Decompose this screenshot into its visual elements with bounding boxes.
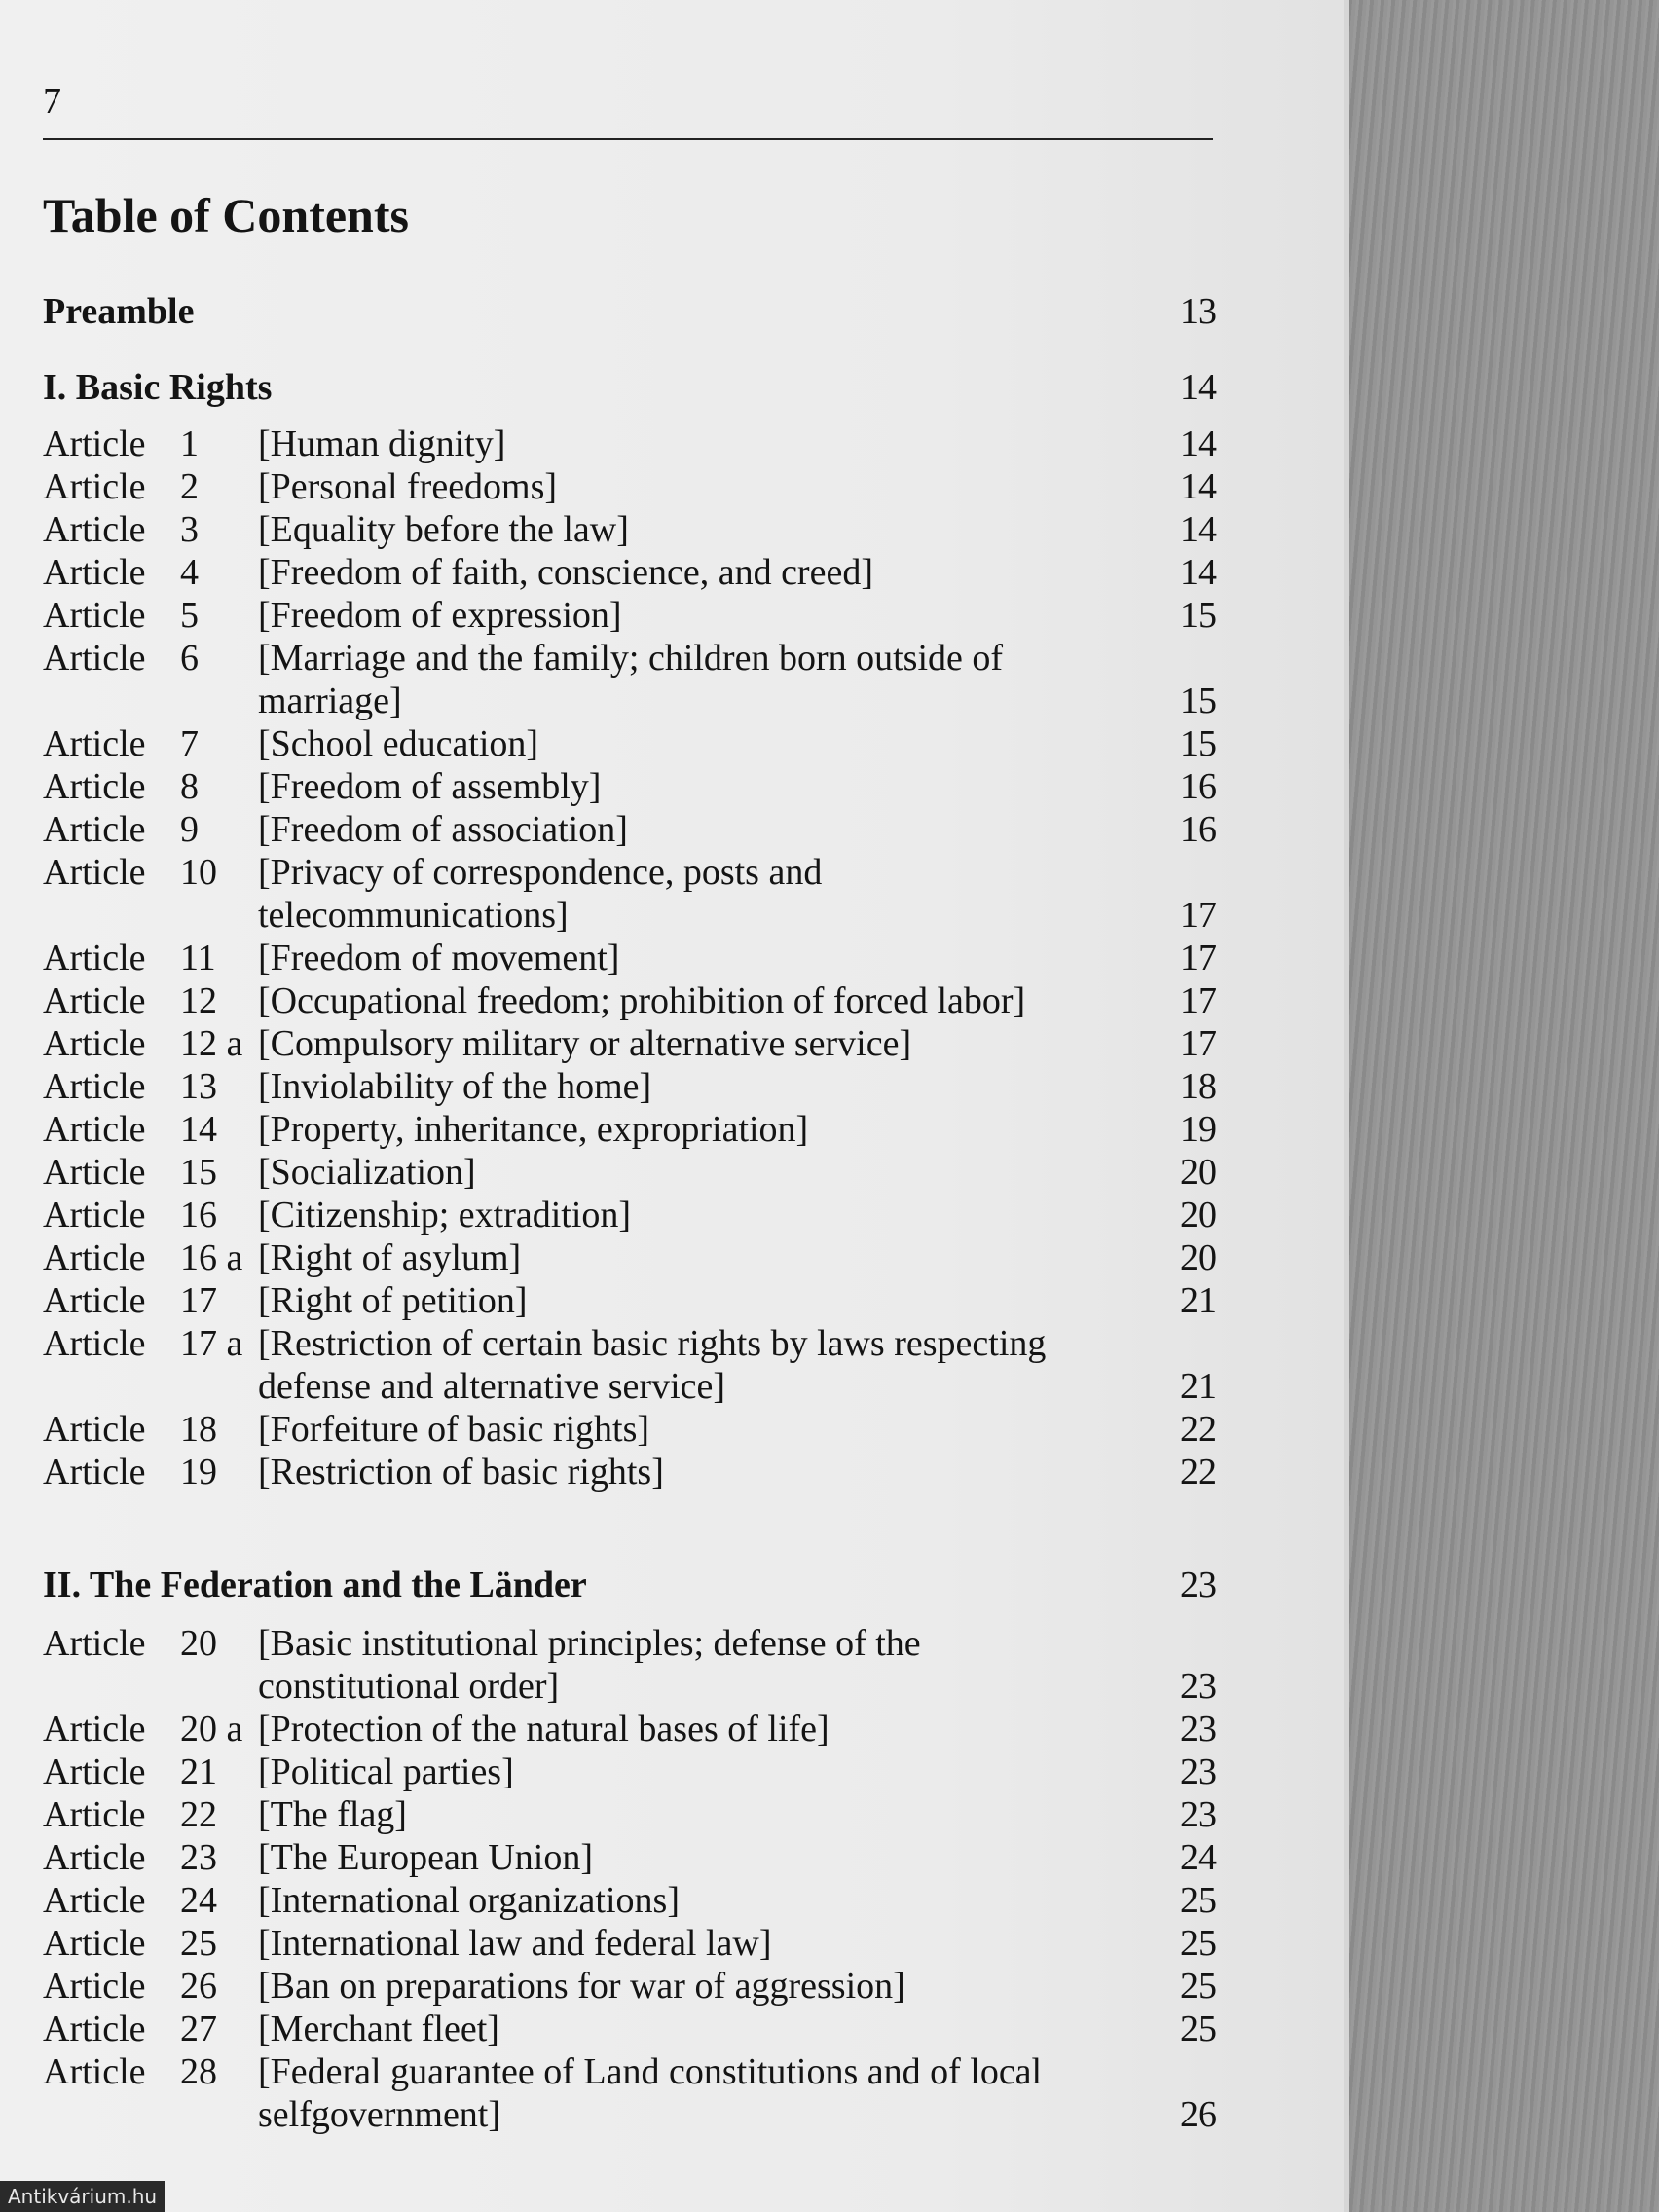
article-page: 17 [1180,1023,1217,1064]
article-number: 19 [180,1452,217,1493]
toc-entry [43,1451,1217,1493]
article-title: [Freedom of association] [258,809,628,850]
section-heading: II. The Federation and the Länder [43,1565,587,1605]
article-number: 17 [180,1280,217,1321]
article-page: 14 [1180,466,1217,507]
article-number: 28 [180,2051,217,2092]
article-word: Article [43,1452,146,1493]
article-number: 2 [180,466,199,507]
article-word: Article [43,766,146,807]
article-number: 11 [180,938,216,978]
article-word: Article [43,938,146,978]
article-number: 20 a [180,1709,243,1750]
article-number: 13 [180,1066,217,1107]
article-title: [Ban on preparations for war of aggression] [258,1966,905,2007]
article-word: Article [43,1794,146,1835]
article-page: 17 [1180,938,1217,978]
toc-entry [43,1108,1217,1151]
page-number: 7 [43,81,61,122]
article-page: 15 [1180,681,1217,721]
article-title: [School education] [258,723,539,764]
article-number: 25 [180,1923,217,1964]
article-number: 12 a [180,1023,243,1064]
article-number: 4 [180,552,199,593]
toc-entry [43,979,1217,1022]
article-word: Article [43,638,146,679]
toc-entry [43,594,1217,637]
article-word: Article [43,1280,146,1321]
toc-entry [43,937,1217,979]
article-number: 1 [180,424,199,464]
article-word: Article [43,809,146,850]
article-word: Article [43,1623,146,1664]
toc-entry [43,722,1217,765]
article-word: Article [43,595,146,636]
article-title: [Inviolability of the home] [258,1066,652,1107]
toc-entry [43,1322,1217,1408]
article-title: [Freedom of assembly] [258,766,602,807]
article-page: 23 [1180,1751,1217,1792]
article-number: 22 [180,1794,217,1835]
article-word: Article [43,1152,146,1193]
article-title: [Freedom of expression] [258,595,622,636]
article-page: 18 [1180,1066,1217,1107]
toc-entry [43,465,1217,508]
toc-entry [43,551,1217,594]
article-number: 3 [180,509,199,550]
article-number: 27 [180,2009,217,2049]
article-page: 20 [1180,1195,1217,1235]
article-word: Article [43,1237,146,1278]
article-page: 26 [1180,2094,1217,2135]
article-word: Article [43,1923,146,1964]
article-title: [Compulsory military or alternative service] [258,1023,912,1064]
article-word: Article [43,2009,146,2049]
article-title: [The flag] [258,1794,407,1835]
article-title: [Merchant fleet] [258,2009,499,2049]
article-title: [Human dignity] [258,424,506,464]
article-page: 15 [1180,723,1217,764]
article-page: 19 [1180,1109,1217,1150]
article-number: 12 [180,980,217,1021]
background-surface [1324,0,1659,2212]
article-number: 26 [180,1966,217,2007]
toc-entry [43,1065,1217,1108]
article-title: [International organizations] [258,1880,680,1921]
section-page: 23 [1180,1565,1217,1605]
article-word: Article [43,1837,146,1878]
toc-entry [43,808,1217,851]
toc-entry [43,1708,1217,1751]
toc-entry [43,1236,1217,1279]
article-page: 20 [1180,1152,1217,1193]
article-page: 14 [1180,552,1217,593]
article-title: [Forfeiture of basic rights] [258,1409,650,1450]
article-number: 20 [180,1623,217,1664]
toc-list-federation [43,1622,1217,2136]
article-title: [Privacy of correspondence, posts and telecommunications] [258,852,823,936]
article-title: [Restriction of certain basic rights by laws respecting defense and alternative service] [258,1323,1047,1407]
article-word: Article [43,424,146,464]
toc-entry [43,2050,1217,2136]
article-title: [Freedom of movement] [258,938,620,978]
article-page: 22 [1180,1452,1217,1493]
article-title: [Basic institutional principles; defense of the constitutional order] [258,1623,921,1707]
article-title: [Right of asylum] [258,1237,522,1278]
article-title: [Citizenship; extradition] [258,1195,632,1235]
article-number: 23 [180,1837,217,1878]
article-word: Article [43,552,146,593]
header-rule [43,138,1213,140]
article-page: 21 [1180,1280,1217,1321]
toc-entry [43,851,1217,937]
toc-entry [43,508,1217,551]
article-word: Article [43,1966,146,2007]
article-title: [Freedom of faith, conscience, and creed] [258,552,873,593]
article-page: 14 [1180,509,1217,550]
article-page: 22 [1180,1409,1217,1450]
article-word: Article [43,509,146,550]
article-number: 16 [180,1195,217,1235]
article-number: 8 [180,766,199,807]
article-page: 16 [1180,766,1217,807]
article-word: Article [43,1880,146,1921]
article-word: Article [43,1409,146,1450]
article-title: [Restriction of basic rights] [258,1452,664,1493]
article-word: Article [43,2051,146,2092]
toc-entry [43,423,1217,465]
article-number: 9 [180,809,199,850]
toc-entry [43,1194,1217,1236]
section-page: 14 [1180,367,1217,408]
article-number: 7 [180,723,199,764]
article-page: 17 [1180,895,1217,936]
article-title: [Property, inheritance, expropriation] [258,1109,809,1150]
toc-entry [43,765,1217,808]
article-title: [International law and federal law] [258,1923,772,1964]
article-page: 23 [1180,1709,1217,1750]
article-word: Article [43,723,146,764]
article-page: 25 [1180,1880,1217,1921]
toc-entry [43,1965,1217,2008]
article-word: Article [43,1109,146,1150]
toc-entry [43,1151,1217,1194]
article-word: Article [43,466,146,507]
article-word: Article [43,1709,146,1750]
toc-entry [43,1922,1217,1965]
article-word: Article [43,1323,146,1364]
article-page: 15 [1180,595,1217,636]
preamble-page: 13 [1180,291,1217,332]
toc-entry [43,1793,1217,1836]
article-page: 25 [1180,2009,1217,2049]
article-word: Article [43,852,146,893]
toc-entry [43,637,1217,722]
article-number: 16 a [180,1237,243,1278]
toc-entry [43,1022,1217,1065]
article-number: 24 [180,1880,217,1921]
toc-entry [43,1879,1217,1922]
toc-section-federation [43,1564,1217,1606]
toc-entry [43,2008,1217,2050]
article-title: [Socialization] [258,1152,476,1193]
article-page: 23 [1180,1794,1217,1835]
article-word: Article [43,1751,146,1792]
toc-entry [43,1622,1217,1708]
article-number: 14 [180,1109,217,1150]
article-page: 20 [1180,1237,1217,1278]
article-page: 21 [1180,1366,1217,1407]
toc-section-basic-rights [43,366,1217,409]
preamble-label: Preamble [43,291,195,332]
article-title: [The European Union] [258,1837,593,1878]
article-page: 16 [1180,809,1217,850]
article-title: [Personal freedoms] [258,466,558,507]
page-title: Table of Contents [43,188,409,242]
article-number: 21 [180,1751,217,1792]
toc-entry [43,1836,1217,1879]
article-page: 17 [1180,980,1217,1021]
article-number: 15 [180,1152,217,1193]
article-title: [Federal guarantee of Land constitutions and of local selfgovernment] [258,2051,1043,2135]
article-number: 10 [180,852,217,893]
article-number: 17 a [180,1323,243,1364]
article-title: [Equality before the law] [258,509,629,550]
toc-preamble [43,290,1217,333]
article-title: [Protection of the natural bases of life] [258,1709,830,1750]
article-title: [Occupational freedom; prohibition of forced labor] [258,980,1026,1021]
article-page: 24 [1180,1837,1217,1878]
article-title: [Marriage and the family; children born outside of marriage] [258,638,1004,721]
article-title: [Political parties] [258,1751,514,1792]
article-number: 18 [180,1409,217,1450]
article-page: 25 [1180,1923,1217,1964]
article-title: [Right of petition] [258,1280,528,1321]
toc-entry [43,1279,1217,1322]
article-word: Article [43,980,146,1021]
article-page: 25 [1180,1966,1217,2007]
article-page: 14 [1180,424,1217,464]
toc-list-basic-rights [43,423,1217,1493]
article-page: 23 [1180,1666,1217,1707]
article-number: 6 [180,638,199,679]
watermark: Antikvárium.hu [0,2181,165,2212]
article-number: 5 [180,595,199,636]
article-word: Article [43,1066,146,1107]
section-heading: I. Basic Rights [43,367,273,408]
toc-entry [43,1408,1217,1451]
article-word: Article [43,1023,146,1064]
article-word: Article [43,1195,146,1235]
toc-entry [43,1751,1217,1793]
